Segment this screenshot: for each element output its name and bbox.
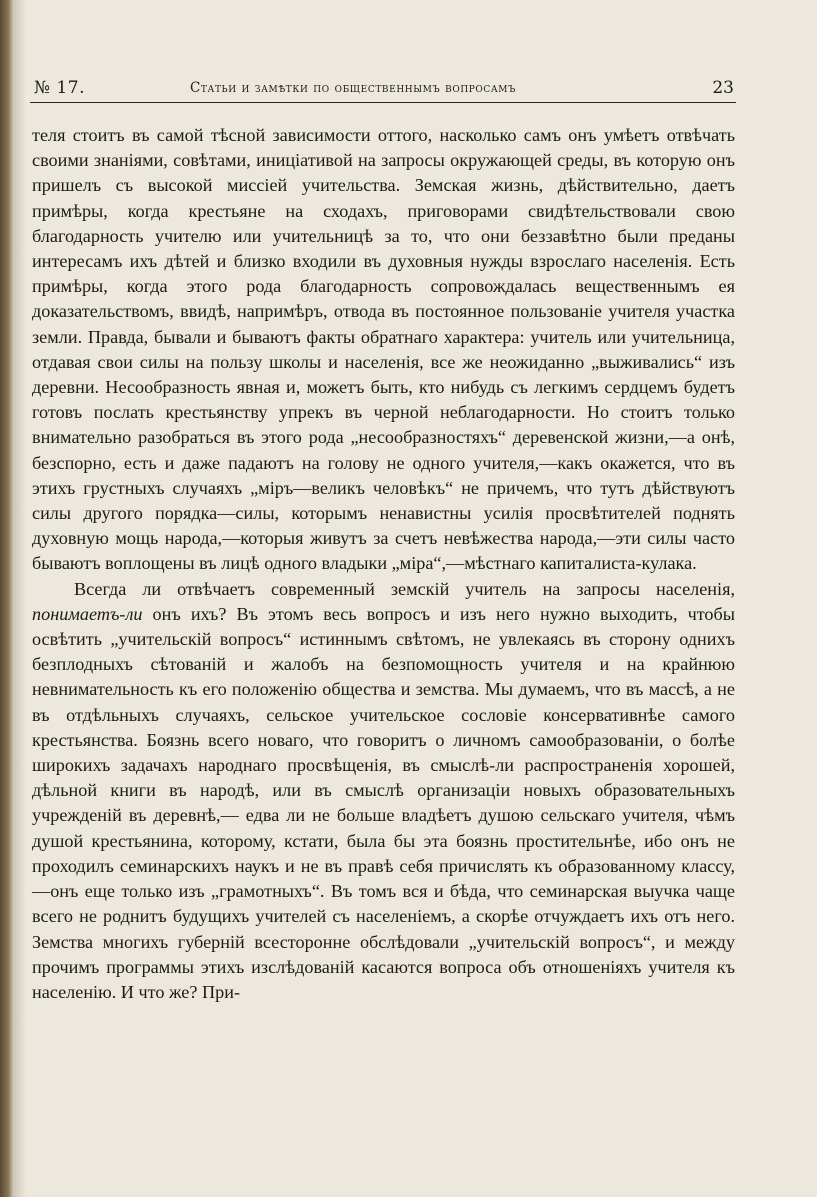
article-body — [32, 123, 735, 1005]
paragraph-2-start: Всегда ли отвѣчаетъ современный земскій учитель на запросы населенія, — [74, 578, 735, 599]
emphasized-phrase: понимаетъ-ли — [32, 603, 143, 624]
page-number: 23 — [712, 78, 734, 98]
gutter-shadow — [14, 0, 26, 1197]
book-spine-edge — [0, 0, 14, 1197]
running-header — [30, 76, 736, 103]
paragraph-2-rest: онъ ихъ? Въ этомъ весь вопросъ и изъ него нужно выходить, чтобы освѣтить „учительскій вопросъ“ истиннымъ свѣтомъ, не увлекаясь въ сторону одниxъ безплодныхъ сѣтованій и жалобъ на безпомощность учителя и на крайнюю невнимательность къ его положенію общества и земства. Мы думаемъ, что въ массѣ, а не въ отдѣльныхъ случаяхъ, сельское учительское сословіе консервативнѣе самого крестьянства. Боязнь всего новаго, что говоритъ о личномъ самообразованіи, о болѣе широкихъ задачахъ народнаго просвѣщенія, въ смыслѣ-ли распространенія хорошей, дѣльной книги въ народѣ, или въ смыслѣ организаціи новыхъ образовательныхъ учрежденій въ деревнѣ,— едва ли не больше владѣетъ душою сельскаго учителя, чѣмъ душой крестьянина, которому, кстати, была бы эта боязнь простительнѣе, ибо онъ не проходилъ семинарскихъ наукъ и не въ правѣ себя причислять къ образованному классу,—онъ еще только изъ „грамотныхъ“. Въ томъ вся и бѣда, что семинарская выучка чаще всего не роднитъ будущихъ учителей съ населеніемъ, а скорѣе отчуждаетъ ихъ отъ него. Земства многихъ губерній всесторонне обслѣдовали „учительскій вопросъ“, и между прочимъ программы этихъ изслѣдованій касаются вопроса объ отношеніяхъ учителя къ населенію. И что же? При- — [32, 603, 735, 1002]
paragraph-2 — [32, 577, 735, 1005]
section-title: Статьи и замѣтки по общественнымъ вопросамъ — [190, 80, 516, 96]
paragraph-1: теля стоитъ въ самой тѣсной зависимости оттого, насколько самъ онъ умѣетъ отвѣчать своими знаніями, совѣтами, иниціативой на запросы окружающей среды, въ которую онъ пришелъ съ высокой миссіей учительства. Земская жизнь, дѣйствительно, даетъ примѣры, когда крестьяне на сходахъ, приговорами свидѣтельствовали свою благодарность учителю или учительницѣ за то, что они беззавѣтно были преданы интересамъ ихъ дѣтей и близко входили въ духовныя нужды взрослаго населенія. Есть примѣры, когда этого рода благодарность сопровождалась вещественнымъ ея доказательствомъ, ввидѣ, напримѣръ, отвода въ постоянное пользованіе учителя участка земли. Правда, бывали и бываютъ факты обратнаго характера: учитель или учительница, отдавая свои силы на пользу школы и населенія, все же неожиданно „выживались“ изъ деревни. Несообразность явная и, можетъ быть, кто нибудь съ легкимъ сердцемъ будетъ готовъ послать крестьянству упрекъ въ черной неблагодарности. Но стоитъ только внимательно разобраться въ этого рода „несообразностяхъ“ деревенской жизни,—а онѣ, безспорно, есть и даже падаютъ на голову не одного учителя,—какъ окажется, что въ этихъ грустныхъ случаяхъ „міръ—великъ человѣкъ“ не причемъ, что тутъ дѣйствуютъ силы другого порядка—силы, которымъ ненавистны усилія просвѣтителей поднять духовную мощь народа,—которыя живутъ за счетъ невѣжества народа,—эти силы часто бываютъ воплощены въ лицѣ одного владыки „міра“,—мѣстнаго капиталиста-кулака. — [32, 125, 735, 574]
issue-number: № 17. — [34, 78, 86, 98]
